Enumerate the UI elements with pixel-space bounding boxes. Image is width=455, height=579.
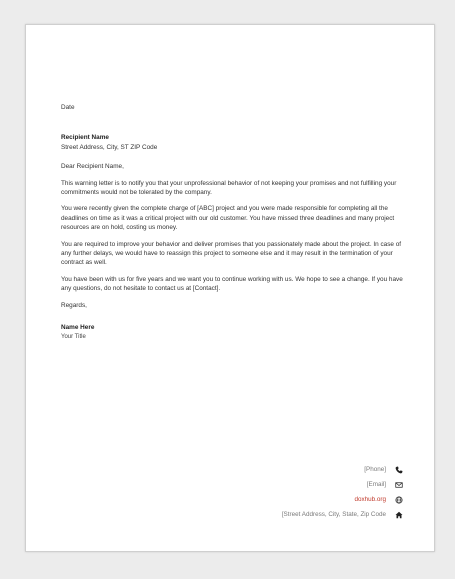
contact-address-row — [183, 510, 403, 520]
email-icon — [395, 481, 403, 489]
recipient-name: Recipient Name — [61, 134, 109, 142]
letter-page — [25, 24, 435, 552]
home-icon — [395, 511, 403, 519]
contact-email-row — [183, 480, 403, 490]
contact-phone-row — [183, 465, 403, 475]
salutation: Dear Recipient Name, — [61, 163, 124, 171]
sender-name: Name Here — [61, 324, 95, 332]
contact-block — [183, 465, 403, 525]
date-line: Date — [61, 104, 75, 111]
sender-title: Your Title — [61, 333, 86, 340]
recipient-address: Street Address, City, ST ZIP Code — [61, 143, 158, 151]
phone-icon — [395, 466, 403, 474]
letter-body — [61, 103, 413, 342]
paragraph-2: You were recently given the complete charge of [ABC] project and you were made responsible for completing all the deadlines on time as it was a critical project with our old customer. You have missed three deadlines and many project resources are on hold, costing us money. — [61, 205, 395, 232]
globe-icon — [395, 496, 403, 504]
paragraph-1: This warning letter is to notify you that your unprofessional behavior of not keeping your promises and not fulfilling your commitments would not be tolerated by the company. — [61, 179, 397, 197]
closing: Regards, — [61, 301, 87, 309]
contact-website-row — [183, 495, 403, 505]
website-link[interactable]: doxhub.org — [354, 496, 386, 503]
phone-text: [Phone] — [364, 466, 386, 473]
paragraph-3: You are required to improve your behavior and deliver promises that you passionately made about the project. In case of any further delays, we would have to reassign this project to someone else and it may result in the termination of your contract as well. — [61, 240, 402, 267]
paragraph-4: You have been with us for five years and we want you to continue working with us. We hope to see a change. If you have any questions, do not hesitate to contact us at [Contact]. — [61, 275, 403, 293]
address-text: [Street Address, City, State, Zip Code — [281, 511, 386, 518]
email-text: [Email] — [366, 481, 386, 488]
